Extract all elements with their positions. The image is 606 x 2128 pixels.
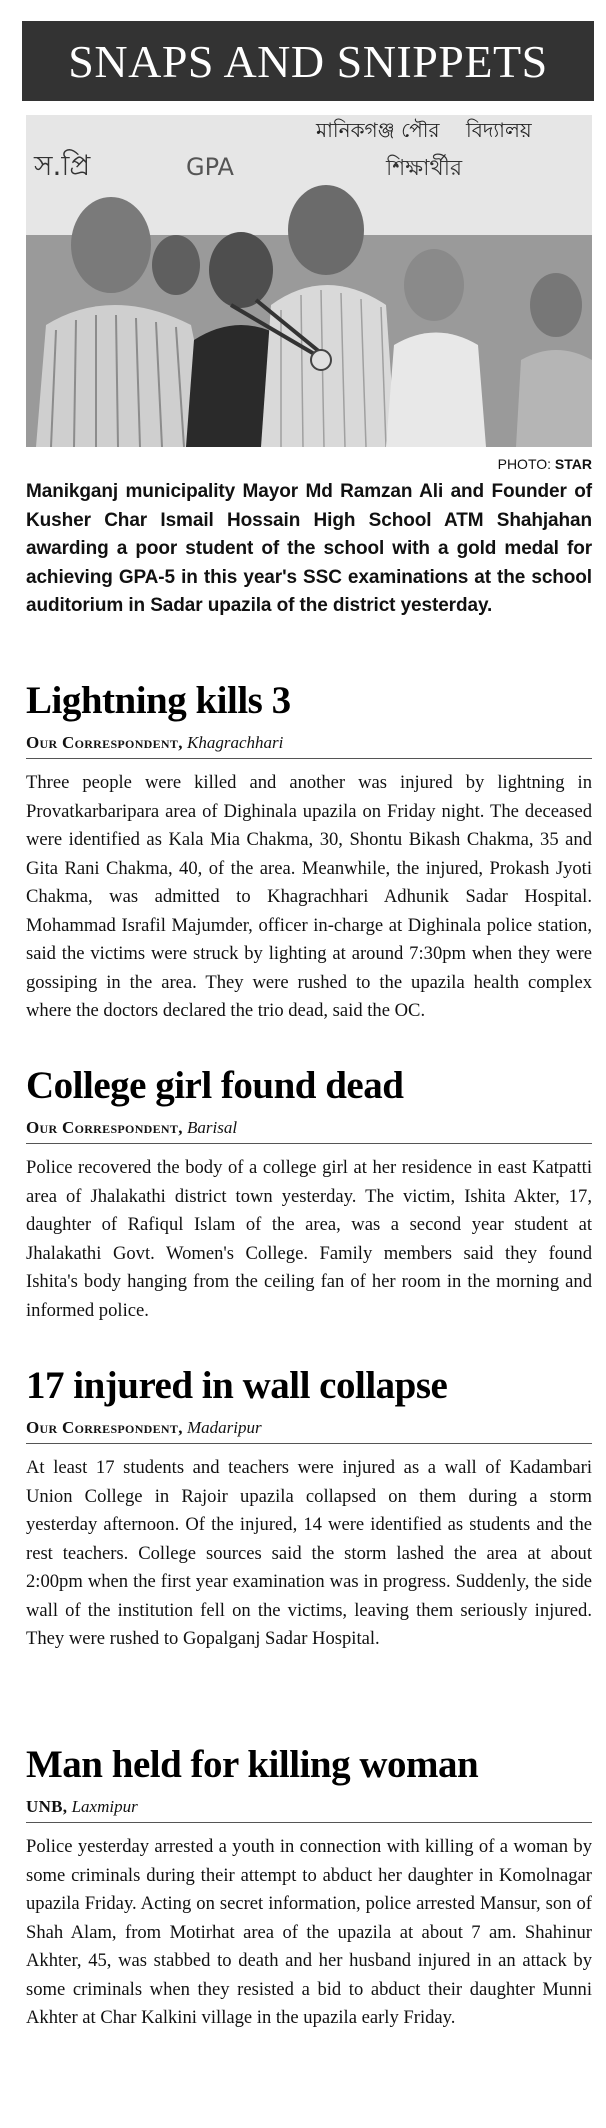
section-title: SNAPS AND SNIPPETS: [68, 35, 548, 87]
byline-place: Barisal: [187, 1118, 238, 1137]
section-banner: [22, 21, 594, 101]
story-headline: College girl found dead: [26, 1064, 404, 1107]
story-body: At least 17 students and teachers were injured as a wall of Kadambari Union College in Rajoir upazila collapsed on them during a storm yesterday afternoon. Of the injured, 14 were identified as students and the rest teachers. College sources said the storm lashed the area at about 2:00pm when the first year examination was in progress. Suddenly, the side wall of the institution fell on the victims, leaving them seriously injured. They were rushed to Gopalganj Sadar Hospital.: [26, 1457, 592, 1649]
story-byline: [26, 728, 592, 759]
svg-text:GPA: GPA: [186, 153, 234, 181]
story-headline: Man held for killing woman: [26, 1743, 479, 1786]
byline-source: UNB,: [26, 1797, 68, 1816]
story-byline: [26, 1792, 592, 1823]
photo-credit: [26, 456, 592, 472]
photo-credit-source: STAR: [554, 456, 592, 472]
story-body: Police recovered the body of a college girl at her residence in east Katpatti area of Jhalakathi district town yesterday. The victim, Ishita Akter, 17, daughter of Rafiqul Islam of the area, was a second year student at Jhalakathi Govt. Women's College. Family members said they found Ishita's body hanging from the ceiling fan of her room in the morning and informed police.: [26, 1157, 592, 1321]
byline-place: Laxmipur: [71, 1797, 138, 1816]
svg-text:স.প্রি: স.প্রি: [34, 149, 91, 182]
svg-text:বিদ্যালয়: বিদ্যালয়: [466, 118, 532, 142]
byline-source: Our Correspondent,: [26, 1118, 183, 1137]
story-body: Police yesterday arrested a youth in connection with killing of a woman by some criminals during their attempt to abduct her daughter in Komolnagar upazila Friday. Acting on secret information, police arrested Mansur, son of Shah Alam, from Motirhat area of the upazila at about 7 am. Shahinur Akhter, 45, was stabbed to death and her husband injured in an attack by some criminals when they resisted a bid to abduct their daughter Munni Akhter at Char Kalkini village in the upazila early Friday.: [26, 1836, 592, 2028]
story-lightning: [26, 678, 592, 1026]
story-headline: 17 injured in wall collapse: [26, 1364, 448, 1407]
story-body: Three people were killed and another was injured by lightning in Provatkarbaripara area of Dighinala upazila on Friday night. The deceased were identified as Kala Mia Chakma, 30, Shontu Bikash Chakma, 35 and Gita Rani Chakma, 40, of the area. Meanwhile, the injured, Prokash Jyoti Chakma, was admitted to Khagrachhari Adhunik Sadar Hospital. Mohammad Israfil Majumder, officer in-charge at Dighinala police station, said the victims were struck by lighting at around 7:30pm when they were gossiping in the area. They were rushed to the upazila health complex where the doctors declared the trio dead, said the OC.: [26, 772, 592, 1021]
story-byline: [26, 1113, 592, 1144]
story-college-girl: [26, 1063, 592, 1325]
byline-source: Our Correspondent,: [26, 1418, 183, 1437]
byline-place: Khagrachhari: [187, 733, 284, 752]
story-headline: Lightning kills 3: [26, 679, 291, 722]
story-wall-collapse: [26, 1363, 592, 1654]
photo-credit-label: PHOTO:: [497, 456, 552, 472]
story-man-held: [26, 1742, 592, 2033]
photo-caption: Manikganj municipality Mayor Md Ramzan Ali and Founder of Kusher Char Ismail Hossain High School ATM Shahjahan awarding a poor student of the school with a gold medal for achieving GPA-5 in this year's SSC examinations at the school auditorium in Sadar upazila of the district yesterday.: [26, 481, 592, 616]
award-ceremony-photo: [26, 115, 592, 447]
byline-source: Our Correspondent,: [26, 733, 183, 752]
svg-text:শিক্ষার্থীর: শিক্ষার্থীর: [386, 156, 463, 181]
svg-text:মানিকগঞ্জ পৌর: মানিকগঞ্জ পৌর: [316, 118, 440, 142]
news-photo: [26, 115, 592, 447]
byline-place: Madaripur: [187, 1418, 262, 1437]
story-byline: [26, 1413, 592, 1444]
